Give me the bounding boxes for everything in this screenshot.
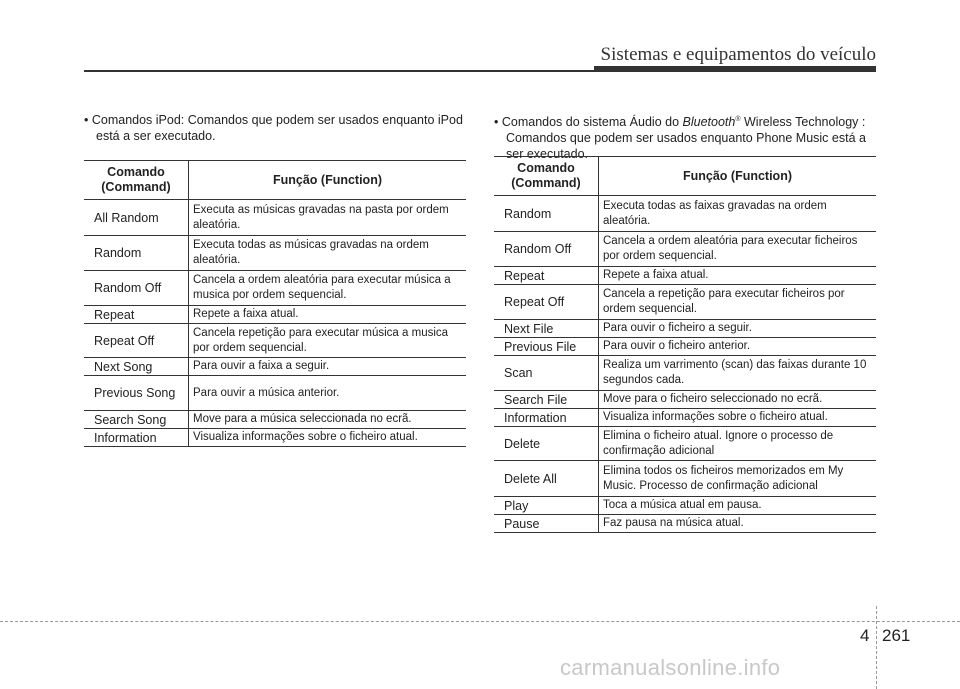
table-row	[494, 409, 876, 427]
column-header-function: Função (Function)	[599, 157, 877, 196]
function-cell: Cancela a repetição para executar ficheiros por ordem sequencial.	[599, 285, 877, 320]
footer-rule	[0, 621, 960, 622]
table-row	[494, 461, 876, 497]
function-cell: Elimina todos os ficheiros memorizados em My Music. Processo de confirmação adicional	[599, 461, 877, 497]
bluetooth-commands-table	[494, 156, 876, 533]
function-cell: Repete a faixa atual.	[189, 306, 467, 324]
bluetooth-intro-pre: • Comandos do sistema Áudio do	[494, 115, 683, 130]
function-cell: Move para o ficheiro seleccionado no ecrã.	[599, 391, 877, 409]
command-cell: Scan	[494, 356, 599, 391]
command-cell: Repeat	[494, 267, 599, 285]
watermark: carmanualsonline.info	[560, 655, 781, 680]
command-cell: Repeat	[84, 306, 189, 324]
command-cell: Information	[494, 409, 599, 427]
table-row	[494, 391, 876, 409]
command-cell: All Random	[84, 200, 189, 236]
command-cell: Play	[494, 497, 599, 515]
command-cell: Repeat Off	[494, 285, 599, 320]
function-cell: Faz pausa na música atual.	[599, 515, 877, 533]
function-cell: Move para a música seleccionada no ecrã.	[189, 411, 467, 429]
command-cell: Random	[494, 196, 599, 232]
table-row	[494, 285, 876, 320]
function-cell: Visualiza informações sobre o ficheiro atual.	[189, 429, 467, 447]
page-number: 261	[882, 626, 911, 645]
ipod-intro-line2: está a ser executado.	[96, 129, 216, 143]
ipod-commands-body	[84, 200, 466, 447]
function-cell: Para ouvir o ficheiro a seguir.	[599, 320, 877, 338]
table-row	[494, 338, 876, 356]
table-row	[494, 356, 876, 391]
command-cell: Delete All	[494, 461, 599, 497]
function-cell: Para ouvir a música anterior.	[189, 376, 467, 411]
command-cell: Information	[84, 429, 189, 447]
function-cell: Cancela a ordem aleatória para executar música a musica por ordem sequencial.	[189, 271, 467, 306]
table-row	[494, 515, 876, 533]
table-row	[84, 236, 466, 271]
function-cell: Cancela a ordem aleatória para executar ficheiros por ordem sequencial.	[599, 232, 877, 267]
table-header-row	[494, 157, 876, 196]
function-cell: Executa as músicas gravadas na pasta por ordem aleatória.	[189, 200, 467, 236]
command-cell: Previous File	[494, 338, 599, 356]
table-row	[494, 196, 876, 232]
table-row	[84, 324, 466, 358]
bluetooth-intro-line3: ser executado.	[506, 147, 588, 162]
table-row	[84, 411, 466, 429]
bluetooth-intro-line2: Comandos que podem ser usados enquanto Phone Music está a	[506, 131, 866, 146]
command-cell: Random Off	[84, 271, 189, 306]
table-row	[84, 271, 466, 306]
command-cell: Random Off	[494, 232, 599, 267]
function-cell: Para ouvir a faixa a seguir.	[189, 358, 467, 376]
function-cell: Repete a faixa atual.	[599, 267, 877, 285]
column-header-function: Função (Function)	[189, 161, 467, 200]
column-header-command: Comando (Command)	[494, 157, 599, 196]
table-row	[84, 376, 466, 411]
command-cell: Repeat Off	[84, 324, 189, 358]
table-row	[494, 497, 876, 515]
table-header-row	[84, 161, 466, 200]
command-cell: Next File	[494, 320, 599, 338]
registered-mark: ®	[735, 116, 741, 123]
ipod-intro	[84, 112, 469, 144]
bluetooth-commands-body	[494, 196, 876, 533]
table-row	[84, 429, 466, 447]
function-cell: Visualiza informações sobre o ficheiro atual.	[599, 409, 877, 427]
ipod-commands-table	[84, 160, 466, 447]
function-cell: Realiza um varrimento (scan) das faixas durante 10 segundos cada.	[599, 356, 877, 391]
ipod-intro-line1: • Comandos iPod: Comandos que podem ser usados enquanto iPod	[84, 113, 463, 127]
function-cell: Executa todas as faixas gravadas na ordem aleatória.	[599, 196, 877, 232]
footer-divider	[876, 606, 877, 689]
function-cell: Para ouvir o ficheiro anterior.	[599, 338, 877, 356]
command-cell: Search Song	[84, 411, 189, 429]
bluetooth-intro	[494, 112, 879, 162]
bluetooth-intro-brand: Bluetooth	[682, 115, 736, 130]
column-header-command: Comando (Command)	[84, 161, 189, 200]
table-row	[494, 267, 876, 285]
table-row	[494, 427, 876, 461]
command-cell: Next Song	[84, 358, 189, 376]
command-cell: Delete	[494, 427, 599, 461]
header-bar	[594, 66, 876, 72]
bluetooth-intro-post: Wireless Technology :	[740, 115, 866, 130]
command-cell: Search File	[494, 391, 599, 409]
command-cell: Pause	[494, 515, 599, 533]
table-row	[84, 306, 466, 324]
function-cell: Executa todas as músicas gravadas na ordem aleatória.	[189, 236, 467, 271]
table-row	[84, 200, 466, 236]
chapter-number: 4	[860, 626, 870, 645]
command-cell: Random	[84, 236, 189, 271]
function-cell: Toca a música atual em pausa.	[599, 497, 877, 515]
table-row	[494, 232, 876, 267]
function-cell: Cancela repetição para executar música a musica por ordem sequencial.	[189, 324, 467, 358]
table-row	[84, 358, 466, 376]
page-header-title: Sistemas e equipamentos do veículo	[600, 44, 876, 65]
table-row	[494, 320, 876, 338]
command-cell: Previous Song	[84, 376, 189, 411]
function-cell: Elimina o ficheiro atual. Ignore o processo de confirmação adicional	[599, 427, 877, 461]
